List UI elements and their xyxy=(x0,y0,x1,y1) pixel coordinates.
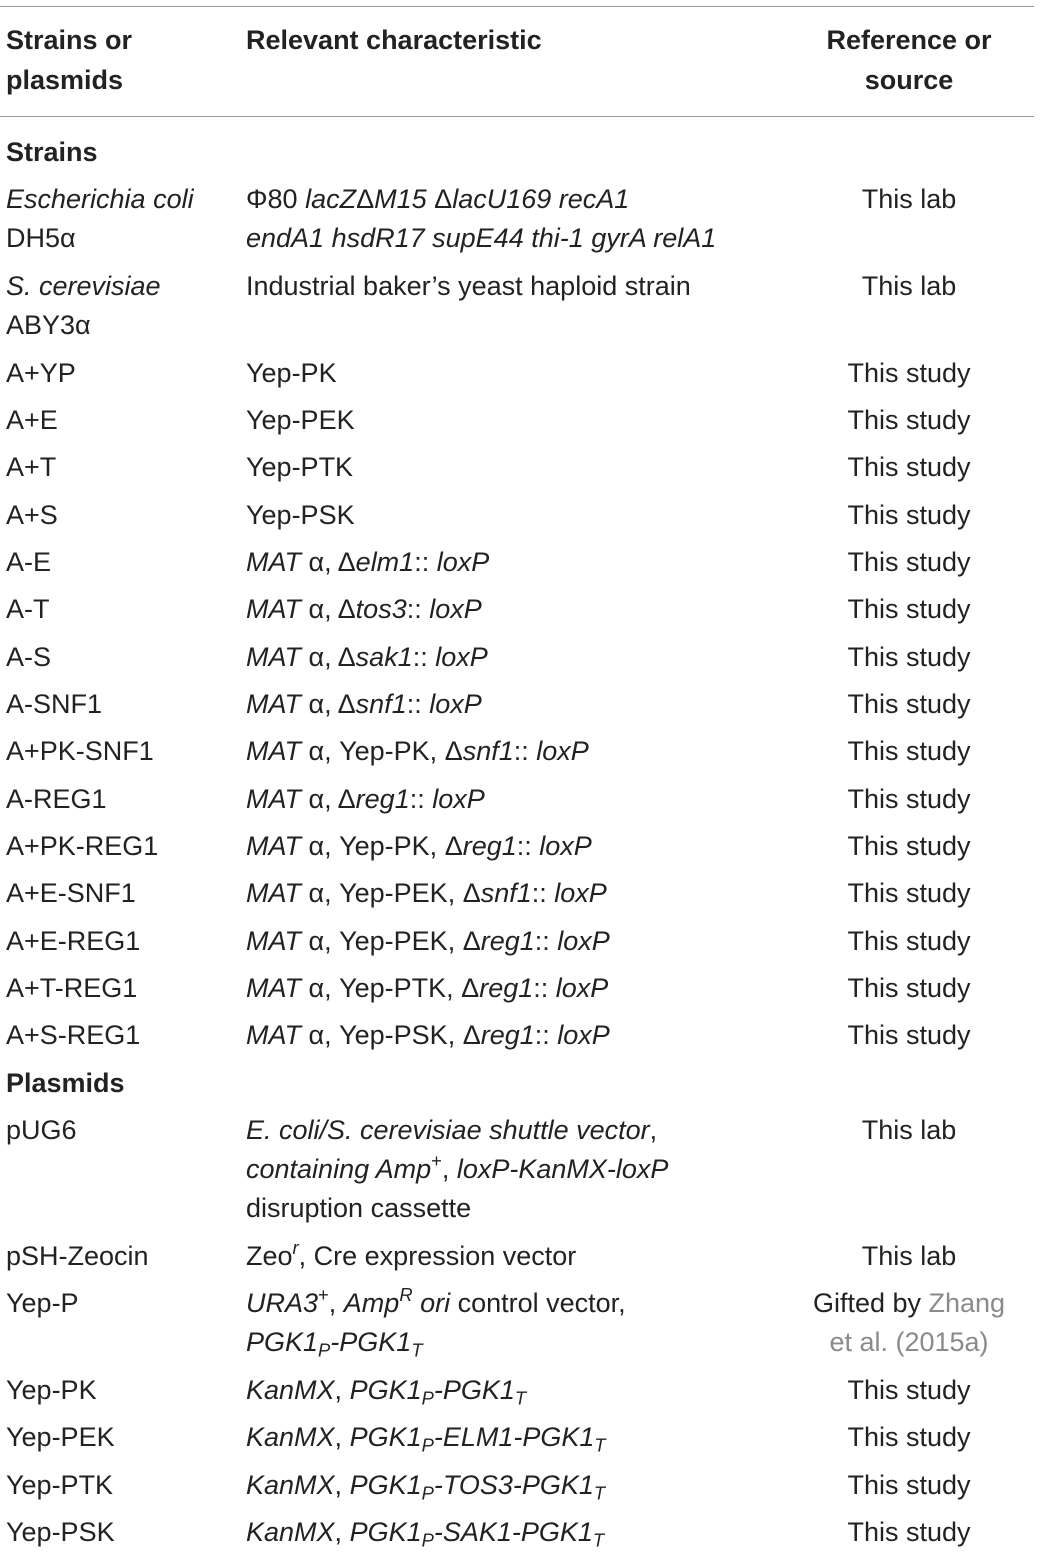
table-header xyxy=(0,20,1034,112)
citation-link[interactable]: et al. (2015a) xyxy=(829,1327,989,1357)
header-characteristic: Relevant characteristic xyxy=(246,25,542,55)
header-reference: Reference or source xyxy=(826,25,992,95)
header-rule xyxy=(0,116,1034,117)
strains-plasmids-table: Strains or plasmids Relevant characteristic Reference or source Strains Escherichia coli DH5α Φ80 lacZΔM15 ΔlacU169 recA1 endA1 hsdR17 supE44 thi-1 gyrA relA1 This lab S. cerevisiae ABY3α Industrial baker’s yeast haploid strain This lab A+YP Yep-PK This study A+E Yep-PEK This study A+T Yep-PTK This study A+S Yep-PSK This study A-E MAT α, Δelm1:: loxP This study A-T MAT α, Δtos3:: loxP This study A-S MAT α, Δsak1:: loxP This study A-SNF1 MAT α, Δsnf1:: loxP This study A+PK-SNF1 MAT α, Yep-PK, Δsnf1:: loxP This study A-REG1 MAT α, Δreg1:: loxP This study A+PK-REG1 MAT α, Yep-PK, Δreg1:: loxP This study A+E-SNF1 MAT α, Yep-PEK, Δsnf1:: loxP This study A+E-REG1 MAT α, Yep-PEK, Δreg1:: loxP This study A+T-REG1 MAT α, Yep-PTK, Δreg1:: loxP This study A+S-REG1 MAT α, Yep-PSK, Δreg1:: loxP This study Plasmids pUG6 E. coli/S. cerevisiae shuttle vector, containing Amp+, loxP-KanMX-loxP disruption cassette This lab pSH-Zeocin Zeo$^r$, Cre expression vector This lab Yep-P URA3+, Amp$^R$ ori control vector, $PGK1_P-PGK1_T$ Gifted by Zhang et al. (2015a) Yep-PK KanMX, $PGK1_P-PGK1_T$ This study Yep-PEK KanMX, $PGK1_P-ELM1-PGK1_T$ This study Yep-PTK KanMX, $PGK1_P-TOS3-PGK1_T$ This study Yep-PSK KanMX, $PGK1_P-SAK1-PGK1_T$ This study xyxy=(0,0,1040,1553)
table-top-rule xyxy=(0,6,1034,7)
header-strains: Strains or plasmids xyxy=(6,25,133,95)
citation-link[interactable]: Zhang xyxy=(928,1288,1006,1318)
